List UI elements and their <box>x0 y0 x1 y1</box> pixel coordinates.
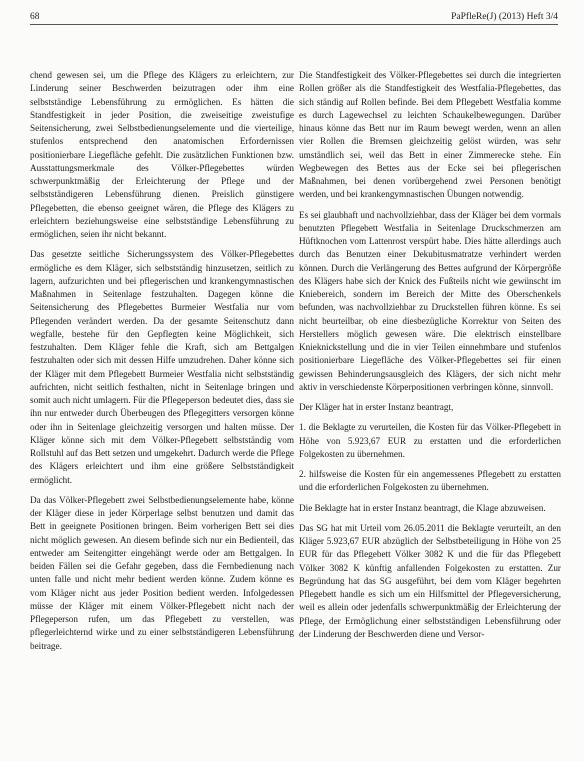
list-item: 2. hilfsweise die Kosten für ein angemessenes Pflegebett zu erstatten und die erforderlichen Folgekosten zu übernehmen. <box>299 469 561 493</box>
page-number: 68 <box>30 12 40 22</box>
paragraph: Das gesetzte seitliche Sicherungssystem des Völker-Pflegebettes ermögliche es dem Kläger, sich selbstständig hinzusetzen, seitlich zu lagern, aufzurichten und bei pflegerischen und krankengymnastischen Maßnahmen in Seitenlage festzuhalten. Dagegen könne die Seitensicherung des Pflegebettes Burmeier Westfalia nur vom Pflegenden verändert werden. Da der gesamte Seitenschutz dann wegfalle, bestehe für den Gepflegten keine Möglichkeit, sich festzuhalten. Dem Kläger fehle die Kraft, sich am Bettgalgen festzuhalten oder sich mit dessen Hilfe umzudrehen. Daher könne sich der Kläger mit dem Pflegebett Burmeier Westfalia nicht selbstständig aufrichten, nicht seitlich festhalten, nicht in Seitenlage bringen und somit auch nicht umlagern. Für die Pflegeperson bedeutet dies, dass sie ihn nur entweder durch Überbeugen des Pflegegitters versorgen könne oder ihn in Seitenlage gleichzeitig versorgen und halten müsse. Der Kläger könne sich mit dem Völker-Pflegebett selbstständig vom Rollstuhl auf das Bett setzen und umgekehrt. Dadurch werde die Pflege des Klägers erleichtert und ihm eine größere Selbstständigkeit ermöglicht. <box>30 249 294 485</box>
journal-reference: PaPfleRe(J) (2013) Heft 3/4 <box>451 12 558 22</box>
paragraph: chend gewesen sei, um die Pflege des Klägers zu erleichtern, zur Linderung seiner Beschwerden beizutragen oder ihm eine selbstständige Lebensführung zu ermöglichen. Es hätten die Standfestigkeit in jeder Position, die zweiseitige zweistufige Seitensicherung, zwei Selbstbedienungselemente und die vierteilige, stufenlos entsprechend den anatomischen Erfordernissen positionierbare Liegefläche gefehlt. Die zusätzlichen Funktionen bzw. Ausstattungsmerkmale des Völker-Pflegebettes würden schwerpunktmäßig der Erleichterung der Pflege und der selbstständigeren Lebensführung dienen. Preislich günstigere Pflegebetten, die ebenso geeignet wären, die Pflege des Klägers zu erleichtern beziehungsweise eine selbstständige Lebensführung zu ermöglichen, seien ihr nicht bekannt. <box>30 70 294 239</box>
paragraph: Der Kläger hat in erster Instanz beantragt, <box>299 402 454 412</box>
right-column <box>299 69 561 648</box>
paragraph: Die Beklagte hat in erster Instanz beantragt, die Klage abzuweisen. <box>299 502 546 513</box>
paragraph: Die Standfestigkeit des Völker-Pflegebettes sei durch die integrierten Rollen größer als die Standfestigkeit des Westfalia-Pflegebettes, das sich ständig auf Rollen befinde. Bei dem Pflegebett Westfalia komme es durch Lagewechsel zu leichten Schaukelbewegungen. Darüber hinaus könne das Bett nur im Raum bewegt werden, wenn an allen vier Rollen die Bremsen gleichzeitig gelöst würden, was sehr umständlich sei, weil das Bett in einer Zimmerecke stehe. Ein Wegbewegen des Bettes aus der Ecke sei bei pflegerischen Maßnahmen, bei denen vorübergehend zwei Personen benötigt werden, und bei krankengymnastischen Übungen notwendig. <box>299 70 561 200</box>
paragraph: Da das Völker-Pflegebett zwei Selbstbedienungselemente habe, könne der Kläger diese in jeder Körperlage selbst benutzen und damit das Bett in geeignete Positionen bringen. Beim vorherigen Bett sei dies nicht möglich gewesen. An diesem befinde sich nur ein Bedienteil, das entweder am Seitengitter eingehängt werde oder am Bettgalgen. In beiden Fällen sei die Gefahr gegeben, dass die Fernbedienung nach unten falle und nicht mehr bedient werden könne. Zudem könne es vom Kläger nicht aus jeder Position bedient werden. Infolgedessen müsse der Kläger mit einem Völker-Pflegebett nicht nach der Pflegeperson rufen, um das Pflegebett zu verstellen, was pflegerleichternd wirke und zu einer selbstständigeren Lebensführung beitrage. <box>30 494 294 651</box>
paragraph: Es sei glaubhaft und nachvollziehbar, dass der Kläger bei dem vormals benutzten Pflegebett Westfalia in Seitenlage Druckschmerzen am Hüftknochen vom Lattenrost verspürt habe. Dies hätte allerdings auch durch das Benutzen einer Dekubitusmatratze verhindert werden können. Durch die Verlängerung des Bettes aufgrund der Körpergröße des Klägers habe sich der Knick des Fußteils nicht wie gewünscht im Kniebereich, sondern im Bereich der Mitte des Oberschenkels befunden, was nachvollziehbar zu Druckstellen führen könne. Es sei nicht beurteilbar, ob eine diesbezügliche Korrektur von Seiten des Herstellers möglich gewesen wäre. Die elektrisch einstellbare Knieknickstellung und die in vier Teilen einnehmbare und stufenlos positionierbare Liegefläche des Völker-Pflegebettes sei für einen gewissen Behinderungsausgleich des Klägers, der sich nicht mehr aktiv in verschiedenste Körperpositionen verbringen könne, sinnvoll. <box>299 209 561 392</box>
left-column <box>30 69 294 660</box>
list-item: 1. die Beklagte zu verurteilen, die Kosten für das Völker-Pflegebett in Höhe von 5.923,67 EUR zu erstatten und die erforderlichen Folgekosten zu übernehmen. <box>299 422 561 459</box>
paragraph: Das SG hat mit Urteil vom 26.05.2011 die Beklagte verurteilt, an den Kläger 5.923,67 EUR abzüglich der Selbstbeteiligung in Höhe von 25 EUR für das Pflegebett Völker 3082 K und die für das Pflegebett Völker 3082 K künftig anfallenden Folgekosten zu erstatten. Zur Begründung hat das SG ausgeführt, bei dem vom Kläger begehrten Pflegebett handle es sich um ein Hilfsmittel der Pflegeversicherung, weil es allein oder jedenfalls schwerpunktmäßig der Erleichterung der Pflege, der Ermöglichung einer selbstständigen Lebensführung oder der Linderung der Beschwerden diene und Versor- <box>299 522 561 639</box>
header-rule <box>30 24 558 25</box>
